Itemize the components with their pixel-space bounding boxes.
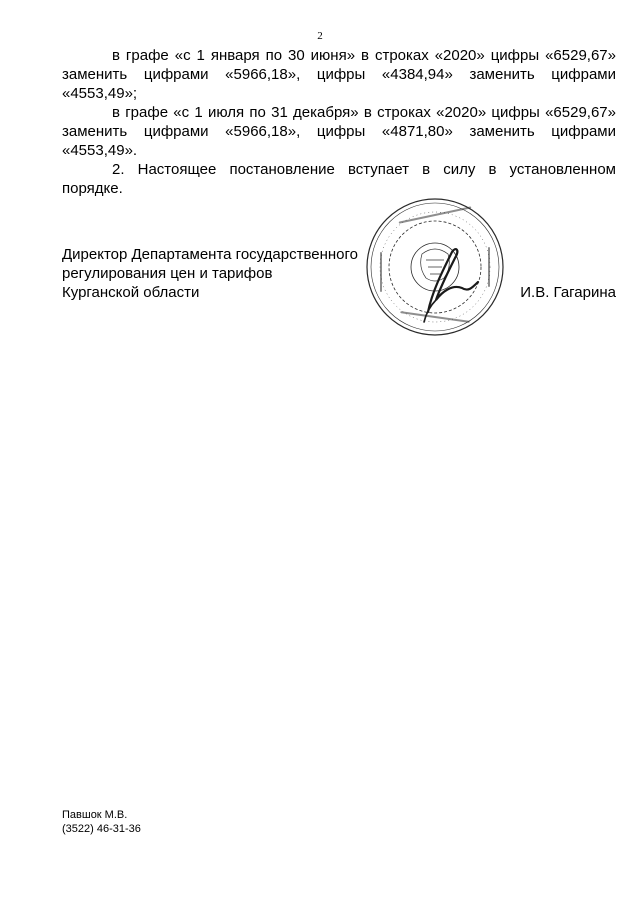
paragraph-entry-into-force: 2. Настоящее постановление вступает в силу в установленном порядке. [62,161,616,197]
executor-phone: (3522) 46-31-36 [62,823,141,835]
document-body [62,46,616,198]
position-line: регулирования цен и тарифов [62,265,273,282]
signer-name: И.В. Гагарина [520,284,616,301]
signature-position [62,245,358,302]
position-line: Курганской области [62,284,200,301]
handwritten-signature [428,249,478,312]
paragraph-amendment-second-half: в графе «с 1 июля по 31 декабря» в строках «2020» цифры «6529,67» заменить цифрами «5966,18», цифры «4871,80» заменить цифрами «4553,49». [62,104,616,159]
page-number: 2 [317,30,323,42]
footer-executor-info [62,808,141,836]
position-line: Директор Департамента государственного [62,246,359,263]
paragraph-amendment-first-half: в графе «с 1 января по 30 июня» в строках «2020» цифры «6529,67» заменить цифрами «5966,18», цифры «4384,94» заменить цифрами «4553,49»; [62,47,616,102]
executor-name: Павшок М.В. [62,809,128,821]
official-seal-stamp [360,192,510,342]
